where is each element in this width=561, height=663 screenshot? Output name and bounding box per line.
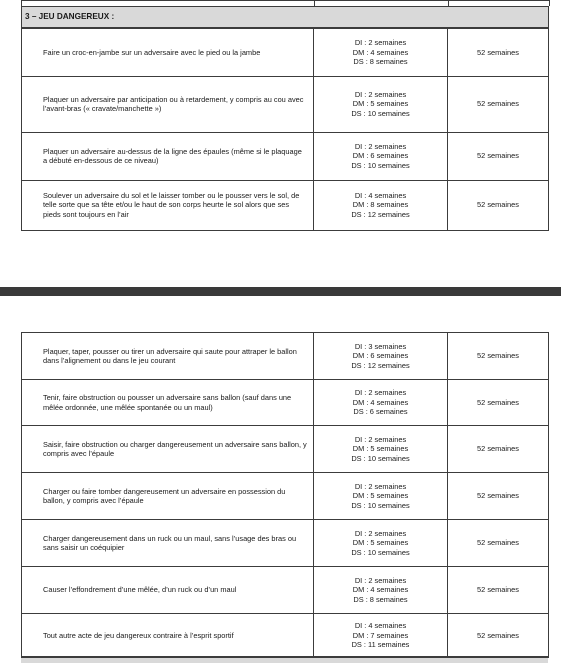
table-row [22, 614, 549, 658]
dm-duration: DM : 5 semaines [352, 444, 409, 454]
dm-duration: DM : 4 semaines [352, 397, 409, 407]
sanction-durations [314, 333, 448, 380]
max-sanction: 52 semaines [448, 473, 549, 520]
section-title: 3 – JEU DANGEREUX : [22, 7, 549, 29]
di-duration: DI : 3 semaines [354, 341, 407, 351]
dm-duration: DM : 6 semaines [352, 151, 409, 161]
dm-duration: DM : 5 semaines [352, 99, 409, 109]
table-row [22, 76, 549, 132]
ds-duration: DS : 10 semaines [351, 160, 410, 170]
max-sanction: 52 semaines [448, 426, 549, 473]
table-row [22, 567, 549, 614]
di-duration: DI : 2 semaines [354, 434, 407, 444]
ds-duration: DS : 10 semaines [351, 453, 410, 463]
ds-duration: DS : 10 semaines [351, 500, 410, 510]
table-row [22, 180, 549, 230]
offence-description: Causer l’effondrement d’une mêlée, d’un ruck ou d’un maul [22, 567, 314, 614]
ds-duration: DS : 10 semaines [351, 547, 410, 557]
ds-duration: DS : 10 semaines [351, 108, 410, 118]
offence-description: Charger dangereusement dans un ruck ou un maul, sans l’usage des bras ou sans saisir un coéquipier [22, 520, 314, 567]
dm-duration: DM : 6 semaines [352, 351, 409, 361]
page-divider [0, 287, 561, 296]
page-bottom [0, 296, 561, 661]
di-duration: DI : 2 semaines [354, 528, 407, 538]
di-duration: DI : 2 semaines [354, 388, 407, 398]
sanction-durations [314, 180, 448, 230]
max-sanction: 52 semaines [448, 28, 549, 76]
offence-description: Charger ou faire tomber dangereusement un adversaire en possession du ballon, y compris avec l’épaule [22, 473, 314, 520]
max-sanction: 52 semaines [448, 333, 549, 380]
table-row [22, 333, 549, 380]
dm-duration: DM : 7 semaines [352, 630, 409, 640]
ds-duration: DS : 11 semaines [351, 640, 410, 650]
offence-description: Soulever un adversaire du sol et le laisser tomber ou le pousser vers le sol, de telle sorte que sa tête et/ou le haut de son corps heurte le sol alors que ses pieds sont toujours en l’air [22, 180, 314, 230]
dm-duration: DM : 5 semaines [352, 491, 409, 501]
offence-description: Saisir, faire obstruction ou charger dangereusement un adversaire sans ballon, y compris avec l’épaule [22, 426, 314, 473]
di-duration: DI : 2 semaines [354, 141, 407, 151]
di-duration: DI : 4 semaines [354, 190, 407, 200]
ds-duration: DS : 12 semaines [351, 360, 410, 370]
ds-duration: DS : 8 semaines [353, 57, 408, 66]
max-sanction: 52 semaines [448, 567, 549, 614]
sanction-durations [314, 76, 448, 132]
section-header-row [22, 7, 549, 29]
ds-duration: DS : 6 semaines [353, 407, 408, 417]
max-sanction: 52 semaines [448, 132, 549, 180]
di-duration: DI : 2 semaines [354, 89, 407, 99]
di-duration: DI : 2 semaines [354, 481, 407, 491]
dm-duration: DM : 4 semaines [352, 585, 409, 595]
offence-description: Tout autre acte de jeu dangereux contraire à l’esprit sportif [22, 614, 314, 658]
table-row [22, 28, 549, 76]
max-sanction: 52 semaines [448, 380, 549, 426]
table-row [22, 132, 549, 180]
sanction-durations [314, 28, 448, 76]
di-duration: DI : 4 semaines [354, 621, 407, 631]
offence-description: Plaquer, taper, pousser ou tirer un adversaire qui saute pour attraper le ballon dans l’alignement ou dans le jeu courant [22, 333, 314, 380]
dm-duration: DM : 5 semaines [352, 538, 409, 548]
table-row [22, 426, 549, 473]
sanction-durations [314, 380, 448, 426]
sanction-durations [314, 132, 448, 180]
sanction-durations [314, 426, 448, 473]
ds-duration: DS : 12 semaines [351, 209, 410, 219]
offence-description: Plaquer un adversaire par anticipation ou à retardement, y compris au cou avec l’avant-bras (« cravate/manchette ») [22, 76, 314, 132]
max-sanction: 52 semaines [448, 614, 549, 658]
table-row [22, 473, 549, 520]
sanction-durations [314, 473, 448, 520]
sanctions-table-bottom [21, 332, 549, 658]
max-sanction: 52 semaines [448, 180, 549, 230]
next-section-header-edge [21, 656, 548, 663]
dm-duration: DM : 8 semaines [352, 200, 409, 210]
max-sanction: 52 semaines [448, 520, 549, 567]
di-duration: DI : 2 semaines [354, 575, 407, 585]
table-row [22, 520, 549, 567]
ds-duration: DS : 8 semaines [353, 594, 408, 604]
offence-description: Plaquer un adversaire au-dessus de la ligne des épaules (même si le plaquage a débuté en-dessous de ce niveau) [22, 132, 314, 180]
page-top [0, 0, 561, 240]
dm-duration: DM : 4 semaines [352, 47, 409, 57]
offence-description: Tenir, faire obstruction ou pousser un adversaire sans ballon (sauf dans une mêlée ordonnée, une mêlée spontanée ou un maul) [22, 380, 314, 426]
table-row [22, 380, 549, 426]
di-duration: DI : 2 semaines [354, 38, 407, 47]
sanction-durations [314, 567, 448, 614]
sanction-durations [314, 614, 448, 658]
offence-description: Faire un croc-en-jambe sur un adversaire avec le pied ou la jambe [22, 28, 314, 76]
sanction-durations [314, 520, 448, 567]
sanctions-table-top [21, 6, 549, 231]
max-sanction: 52 semaines [448, 76, 549, 132]
